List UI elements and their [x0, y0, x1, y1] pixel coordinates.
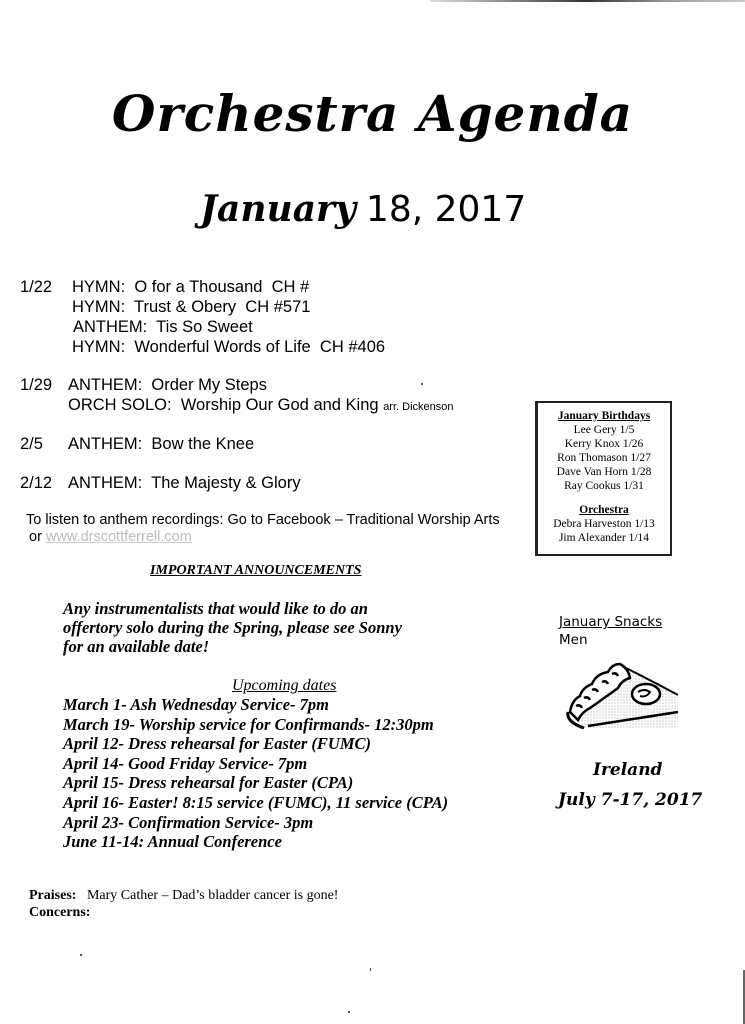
agenda-item-type: ANTHEM: — [68, 376, 143, 394]
birthday-entry: Ray Cookus 1/31 — [564, 480, 644, 492]
pie-slice-icon — [560, 660, 680, 730]
agenda-item-title: Bow the Knee — [151, 435, 255, 453]
announcement-body — [63, 599, 402, 656]
agenda-date-label: 2/12 — [20, 474, 53, 492]
agenda-item-type: HYMN: — [72, 298, 126, 316]
agenda-date-label: 1/22 — [20, 278, 53, 296]
listen-info: To listen to anthem recordings: Go to Facebook – Traditional Worship Arts — [26, 512, 500, 528]
trip-dates: July 7-17, 2017 — [558, 790, 703, 810]
agenda-item-type: ANTHEM: — [68, 435, 143, 453]
upcoming-date-item: April 16- Easter! 8:15 service (FUMC), 11 service (CPA) — [63, 792, 449, 812]
page-title: Orchestra Agenda — [111, 84, 634, 143]
listen-link-line — [29, 529, 192, 546]
agenda-date — [200, 188, 526, 230]
announcement-line: Any instrumentalists that would like to do an — [63, 599, 368, 618]
agenda-item-title: O for a Thousand — [134, 278, 263, 296]
upcoming-dates-heading: Upcoming dates — [232, 677, 337, 694]
scan-speck — [348, 1011, 350, 1013]
agenda-item — [73, 317, 253, 337]
agenda-date-day-year: 18, 2017 — [365, 189, 527, 230]
agenda-item-ref: CH #571 — [245, 298, 311, 316]
agenda-item-title: Worship Our God and King — [180, 396, 379, 414]
birthday-entry: Ron Thomason 1/27 — [557, 452, 651, 464]
agenda-item-type: ANTHEM: — [73, 318, 148, 336]
announcement-line: offertory solo during the Spring, please see Sonny — [63, 618, 402, 637]
upcoming-date-item: April 23- Confirmation Service- 3pm — [63, 812, 314, 832]
praises-section — [29, 887, 338, 921]
agenda-item-title: Order My Steps — [151, 376, 267, 394]
agenda-item-title: Wonderful Words of Life — [134, 338, 311, 356]
upcoming-date-item: March 1- Ash Wednesday Service- 7pm — [63, 695, 329, 714]
agenda-item-title: Tis So Sweet — [156, 318, 253, 336]
scan-speck — [80, 954, 82, 956]
birthdays-heading: January Birthdays — [557, 410, 651, 422]
agenda-item — [68, 434, 254, 454]
agenda-item — [68, 395, 454, 417]
birthday-entry: Jim Alexander 1/14 — [558, 532, 650, 544]
agenda-item-title: Trust & Obery — [134, 298, 237, 316]
upcoming-dates-list — [63, 695, 448, 852]
announcements-heading: IMPORTANT ANNOUNCEMENTS — [150, 563, 362, 578]
birthday-entry: Kerry Knox 1/26 — [564, 438, 644, 450]
agenda-item — [68, 473, 301, 493]
upcoming-date-item: March 19- Worship service for Confirmands- 12:30pm — [63, 714, 434, 734]
birthday-entry: Debra Harveston 1/13 — [553, 518, 655, 530]
concerns-label: Concerns: — [29, 905, 91, 920]
website-link[interactable]: www.drscottferrell.com — [45, 529, 192, 545]
agenda-item-type: HYMN: — [72, 278, 126, 296]
concerns-line — [29, 904, 338, 921]
announcement-line: for an available date! — [63, 637, 210, 656]
birthdays-box — [535, 401, 672, 556]
agenda-item-ref: arr. Dickenson — [383, 401, 454, 413]
agenda-date-month: January — [200, 188, 356, 230]
agenda-item-ref: CH #406 — [319, 338, 386, 356]
upcoming-date-item: April 12- Dress rehearsal for Easter (FUMC) — [63, 734, 372, 754]
agenda-item-type: HYMN: — [72, 338, 126, 356]
upcoming-date-item: June 11-14: Annual Conference — [63, 832, 282, 852]
birthday-entry: Dave Van Horn 1/28 — [556, 466, 652, 478]
praises-line — [29, 887, 338, 904]
scan-speck — [370, 968, 371, 971]
snacks-assignee: Men — [559, 632, 588, 648]
agenda-date-label: 2/5 — [20, 435, 43, 453]
agenda-item — [72, 277, 309, 297]
agenda-item-ref: CH # — [271, 278, 310, 296]
agenda-item-type: ANTHEM: — [68, 474, 143, 492]
praises-text: Mary Cather – Dad’s bladder cancer is gone! — [86, 888, 339, 903]
upcoming-date-item: April 14- Good Friday Service- 7pm — [63, 753, 308, 773]
agenda-item — [72, 297, 310, 317]
agenda-date-label: 1/29 — [20, 376, 53, 394]
agenda-item-title: The Majesty & Glory — [151, 474, 301, 492]
trip-destination: Ireland — [593, 760, 663, 780]
agenda-item — [72, 337, 385, 357]
praises-label: Praises: — [29, 888, 77, 903]
scan-speck — [421, 383, 423, 385]
agenda-item — [68, 375, 267, 395]
listen-or: or — [29, 529, 42, 545]
agenda-item-type: ORCH SOLO: — [68, 396, 172, 414]
upcoming-date-item: April 15- Dress rehearsal for Easter (CPA) — [63, 773, 354, 793]
orchestra-birthdays-heading: Orchestra — [579, 504, 629, 516]
birthday-entry: Lee Gery 1/5 — [573, 424, 635, 436]
snacks-heading: January Snacks — [559, 614, 663, 630]
scan-edge-top — [430, 0, 745, 2]
